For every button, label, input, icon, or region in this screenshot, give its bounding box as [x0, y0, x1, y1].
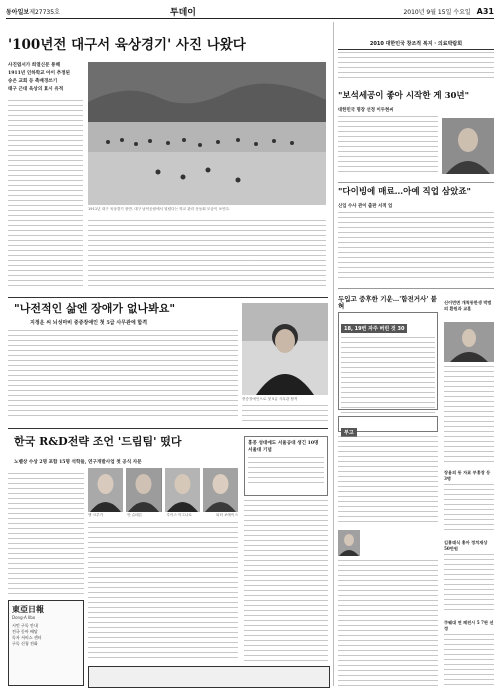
side-headline-2: 장용의 동 자료 부흥장 등 3명: [444, 470, 491, 481]
issue-number: 제27735호: [29, 8, 60, 16]
article3-photos: [88, 468, 238, 512]
page-number: A31: [476, 6, 494, 16]
article4-sub: 대한민국 명장 선정 이두현씨: [338, 108, 394, 113]
small-portrait: [338, 530, 360, 556]
article3-names: [88, 513, 238, 518]
article4-headline: "보석세공이 좋아 시작한 게 30년": [338, 91, 470, 101]
obit-list-body: [338, 436, 438, 526]
article2-body: [8, 330, 238, 420]
column-body: [248, 457, 324, 487]
article2-photo-caption: 중증장애인으로 첫 5급 사무관 합격: [242, 397, 298, 401]
event-title: 2010 대한민국 창조적 복지 · 의료박람회: [338, 40, 494, 50]
article1-photo: [88, 62, 326, 205]
obit-tag: 18, 19번 자주 버린 것 30: [341, 324, 407, 333]
side-body: [444, 366, 494, 466]
column-divider: [333, 22, 334, 686]
article1-headline: '100년전 대구서 육상경기' 사진 나왔다: [8, 37, 246, 53]
article4-body: [338, 116, 438, 176]
article5-sub: 신입 수사 관이 출판 서적 업: [338, 204, 393, 209]
headshot-icon: [165, 468, 200, 512]
issue-date: 2010년 9월 15일 수요일: [403, 8, 471, 16]
side-headline-4: 쿠웨대 연 패전시 5 7판 선정: [444, 620, 494, 631]
headshot-icon: [88, 468, 123, 512]
section-title: 투데이: [169, 7, 196, 18]
masthead: [6, 4, 494, 19]
side-headline-3: 김홍태식 홍아 정치재상 50만원: [444, 540, 488, 551]
article1-sub: 숭은 교회 등 촉배경쓰기: [8, 79, 58, 84]
ad-line: 구독 신청 전화: [12, 641, 38, 646]
footer-ad: [88, 666, 330, 688]
divider: [338, 288, 494, 289]
obit-list: [338, 416, 438, 436]
article5-headline: "다이빙에 매료…아예 직업 삼았죠": [338, 187, 471, 197]
divider: [8, 297, 328, 298]
article3-sub: 노벨상 수상 2명 포함 15명 석학들, 연구개발사업 첫 공식 자문: [14, 460, 142, 465]
column-title: 홍콩 성대에도 서울공대 생긴 10명 서울대 기념: [248, 441, 319, 453]
ad-line: 전국 동아 배달: [12, 629, 38, 634]
jeweler-photo-image: [442, 118, 494, 174]
middle-body: [244, 500, 328, 662]
article2-headline: "나전적인 삶엔 장애가 없나봐요": [14, 302, 176, 315]
headshot-photo: [88, 468, 123, 512]
headshot-icon: [126, 468, 161, 512]
article1-subheads: [8, 62, 84, 94]
headshot-name: 앤 크루거: [88, 513, 104, 517]
obit-body: [341, 337, 435, 417]
article3-headline: 한국 R&D전략 조언 '드림팀' 떴다: [14, 435, 182, 448]
side-headline: 신이번면 개척동한생 박범의 환원과 교훈: [444, 300, 492, 311]
article2-body-right: [242, 405, 328, 423]
article3-body: [8, 473, 84, 595]
side-photo: [444, 322, 494, 362]
ad-brand: 東亞日報: [12, 604, 44, 614]
crowd-photo-image: [88, 62, 326, 205]
divider: [338, 182, 494, 183]
dongailbo-ad: [8, 600, 84, 686]
divider: [8, 428, 328, 429]
side-body-2: [444, 484, 494, 534]
article1-sub: 사진엽서가 희열신문 통해: [8, 63, 61, 68]
headshot-name: 안 슈테른: [127, 513, 143, 517]
headshot-photo: [126, 468, 161, 512]
paper-name: 동아일보: [6, 8, 30, 16]
article1-sub: 태구 근대 육상의 효시 유적: [8, 87, 64, 92]
portrait-photo-image: [242, 303, 328, 395]
headshot-photo: [203, 468, 238, 512]
headshot-icon: [203, 468, 238, 512]
side-body-3: [444, 554, 494, 614]
headshot-name: 루이스 이그나로: [166, 513, 192, 517]
ad-line: 독자 서비스 센터: [12, 635, 42, 640]
article6-headline: 두입고 중후한 기운…'함전거사' 붙혀: [338, 295, 437, 310]
headshot-name: 피터 보에이스: [215, 513, 238, 517]
ad-sub: Dong-A Ilbo: [12, 615, 36, 620]
person-photo-image: [444, 322, 494, 362]
obit-box: [338, 312, 438, 410]
article1-photo-caption: 1911년 대구 육상경기 장면. 대구 남덕공원에서 열렸다는 학교 관리 운동회 모습이 보인다.: [88, 207, 231, 211]
article1-body: [8, 100, 83, 290]
headshot-photo: [165, 468, 200, 512]
event-body: [338, 52, 494, 82]
article1-sub: 1911년 인하학교 아이 추정된: [8, 71, 70, 76]
ad-line: 시민 구독 안내: [12, 623, 38, 628]
obit-header: 부고: [341, 428, 357, 437]
article2-photo: [242, 303, 328, 395]
column-box: [244, 436, 328, 496]
side-body-4: [444, 634, 494, 686]
article3-body: [88, 522, 238, 662]
obit-list-body-2: [338, 560, 438, 686]
article4-photo: [442, 118, 494, 174]
article2-sub: 지정운 씨 뇌성마비 중증장애인 첫 5급 사무관에 합격: [30, 320, 148, 326]
article1-body-cols: [88, 220, 326, 290]
article5-body: [338, 212, 494, 282]
small-portrait-image: [338, 530, 360, 556]
